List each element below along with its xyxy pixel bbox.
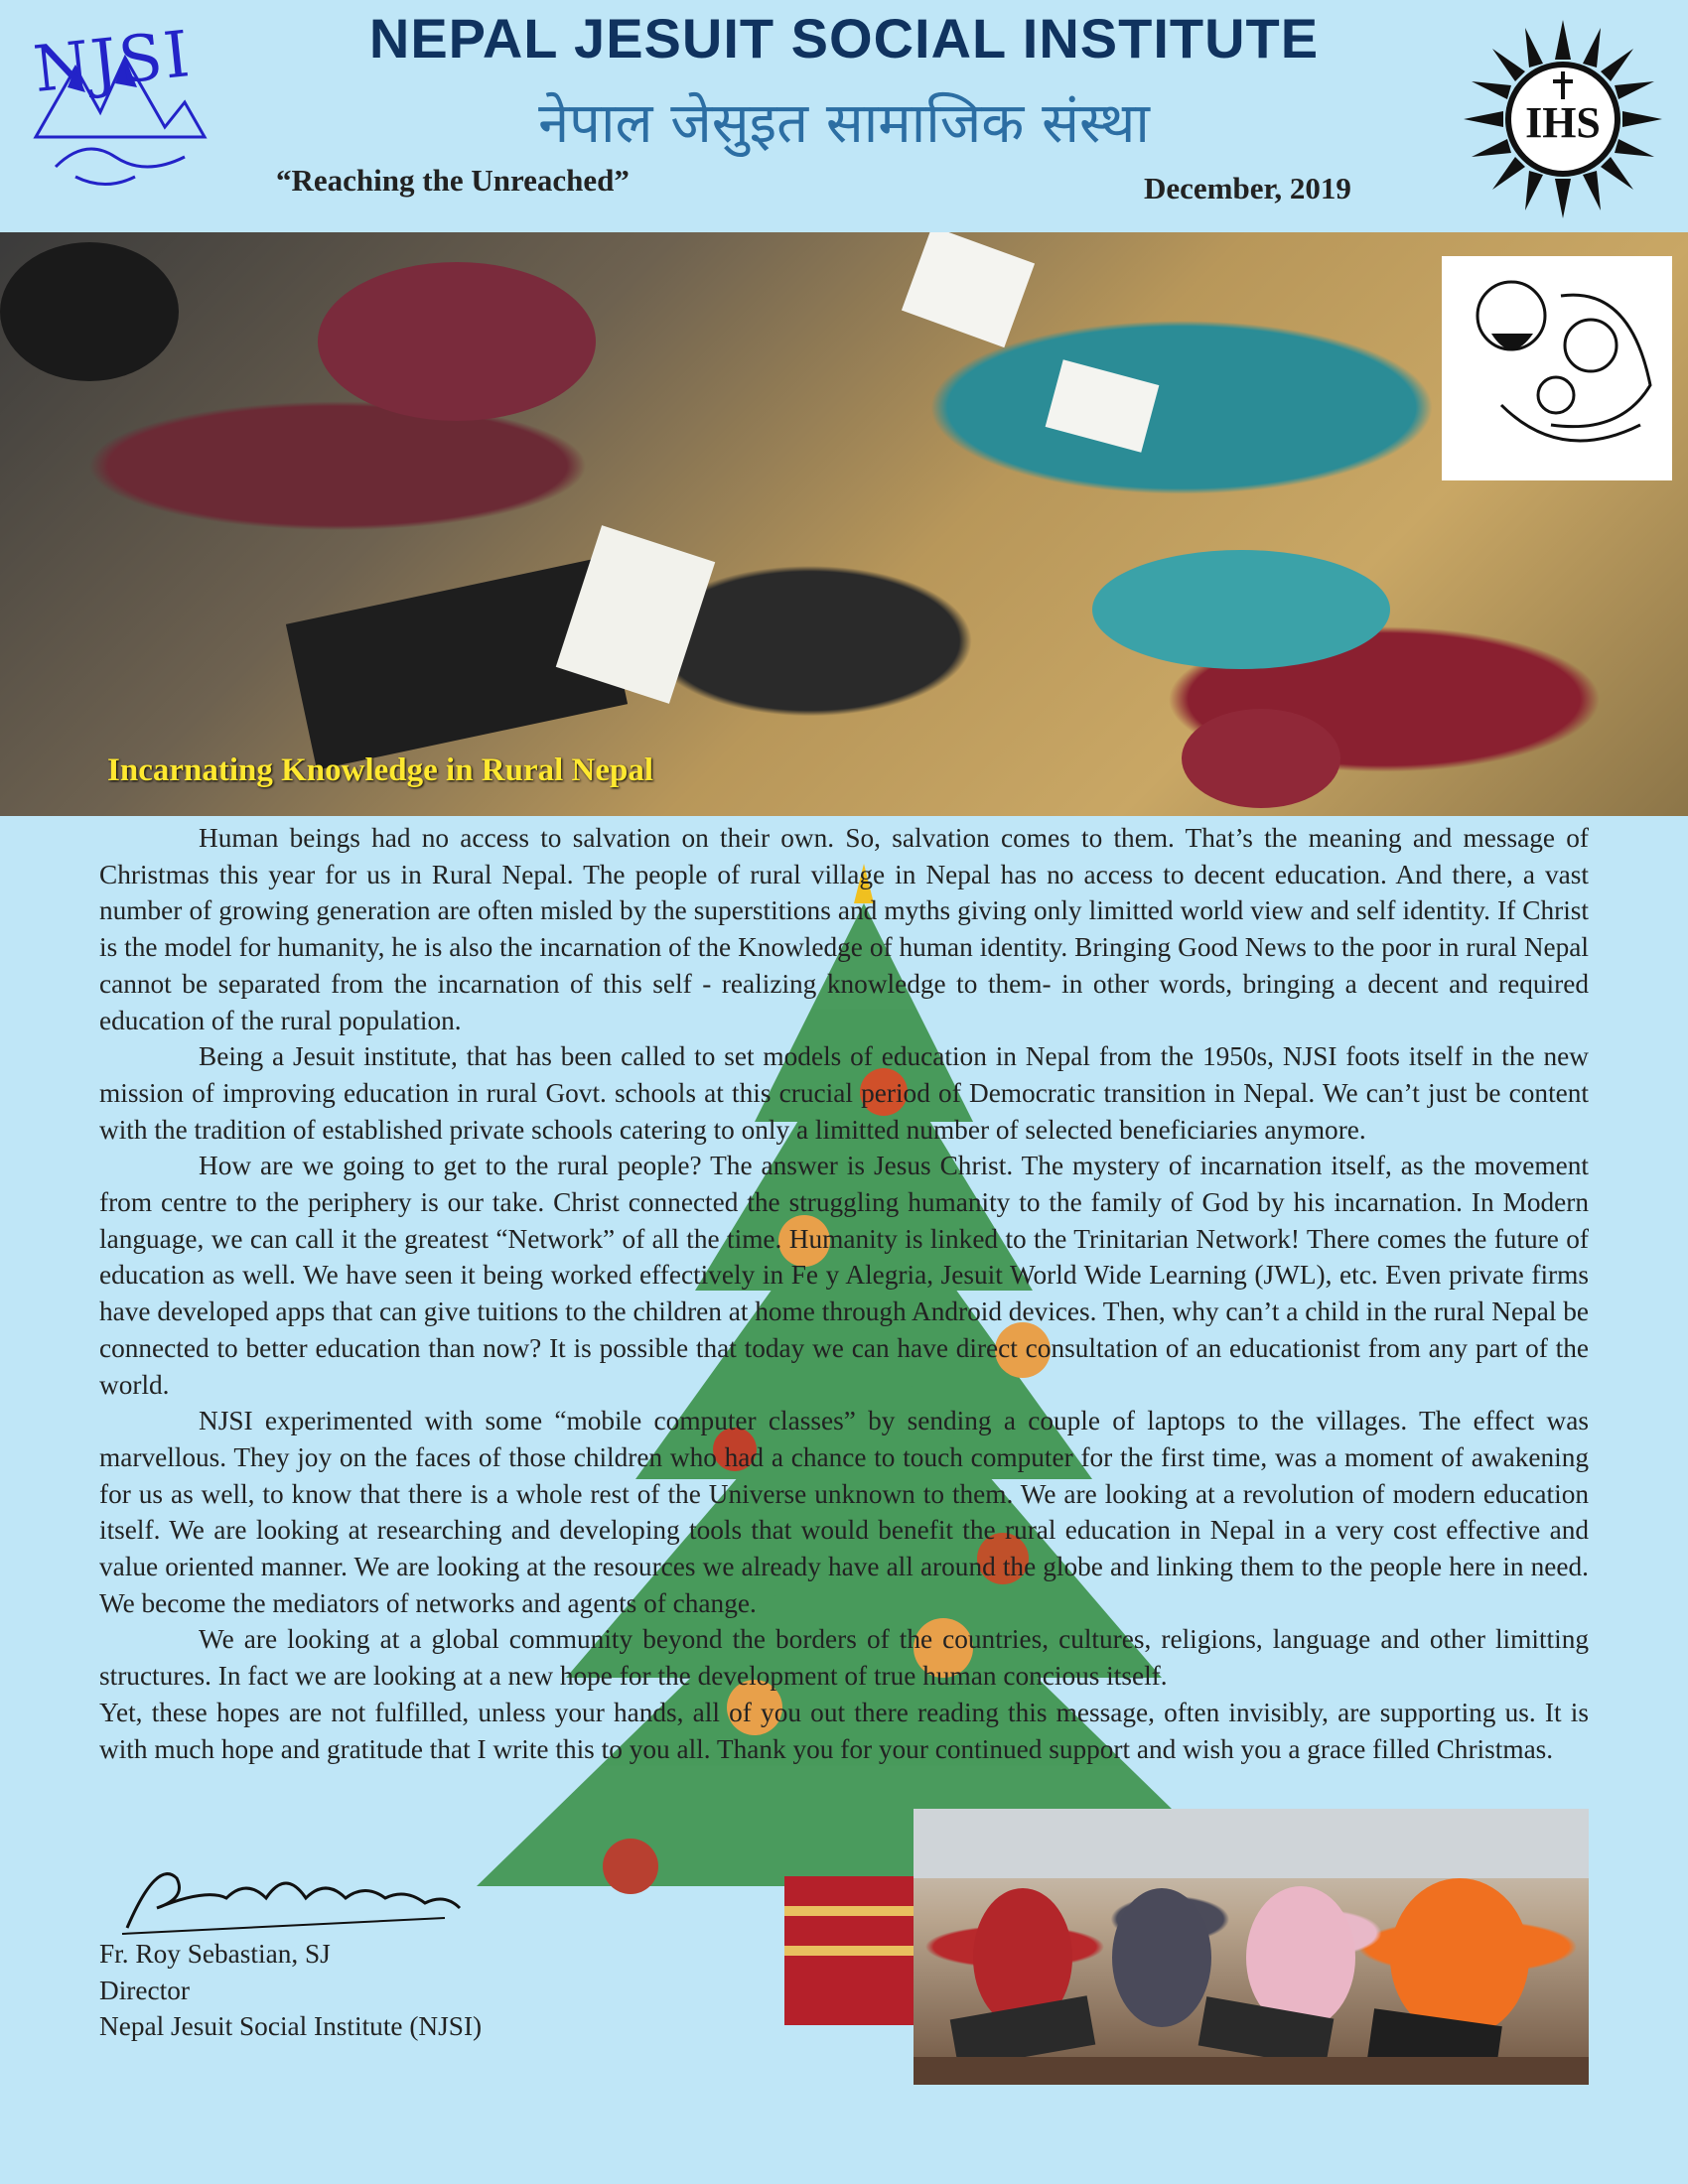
paragraph-1: Human beings had no access to salvation on their own. So, salvation comes to them. That’s the meaning and message of Christmas this year for us in Rural Nepal. The people of rural village in Nepal has no access to decent education. And there, a vast number of growing generation are often misled by the superstitions and myths giving only limitted world view and self identity. If Christ is the model for humanity, he is also the incarnation of the Knowledge of human identity. Bringing Good News to the poor in rural Nepal cannot be separated from the incarnation of this self - realizing knowledge to them- in other words, bringing a decent and required education of the rural population. — [99, 823, 1589, 1035]
signoff-block — [99, 1936, 482, 2045]
holy-family-icon — [1442, 256, 1672, 480]
holy-family-illustration — [1442, 256, 1672, 480]
header — [0, 0, 1688, 232]
paragraph-6: Yet, these hopes are not fulfilled, unless your hands, all of you out there reading this message, often invisibly, are supporting us. It is with much hope and gratitude that I write this to you all. Thank you for your continued support and wish you a grace filled Christmas. — [99, 1697, 1589, 1764]
newsletter-date: December, 2019 — [1144, 171, 1351, 205]
hero-caption: Incarnating Knowledge in Rural Nepal — [107, 752, 654, 788]
hero-photo — [0, 232, 1688, 816]
tagline: “Reaching the Unreached” — [276, 163, 630, 198]
signer-name: Fr. Roy Sebastian, SJ — [99, 1939, 331, 1969]
signer-organization: Nepal Jesuit Social Institute (NJSI) — [99, 2011, 483, 2042]
paragraph-2: Being a Jesuit institute, that has been called to set models of education in Nepal from the 1950s, NJSI foots itself in the new mission of improving education in rural Govt. schools at this crucial period of Democratic transition in Nepal. We can’t just be content with the tradition of established private schools catering to only a limitted number of selected beneficiaries anymore. — [99, 1041, 1589, 1145]
letter-body — [99, 820, 1589, 1767]
njsi-logo — [16, 18, 211, 197]
paragraph-3: How are we going to get to the rural people? The answer is Jesus Christ. The mystery of incarnation itself, as the movement from centre to the periphery is our take. Christ connected the struggling humanity to the family of God by his incarnation. In Modern language, we can call it the greatest “Network” of all the time. Humanity is linked to the Trinitarian Network! There comes the future of education as well. We have seen it being worked effectively in Fe y Alegria, Jesuit World Wide Learning (JWL), etc. Even private firms have developed apps that can give tuitions to the children at home through Android devices. Then, why can’t a child in the rural Nepal be connected to better education than now? It is possible that today we can have direct consultation of an educationist from any part of the world. — [99, 1151, 1589, 1400]
paragraph-5: We are looking at a global community beyond the borders of the countries, cultures, religions, language and other limitting structures. In fact we are looking at a new hope for the development of true human concious itself. — [99, 1624, 1589, 1692]
signer-title: Director — [99, 1975, 190, 2005]
students-laptops-photo — [914, 1809, 1589, 2085]
logo-text: NJSI — [30, 17, 196, 108]
org-name: NEPAL JESUIT SOCIAL INSTITUTE — [368, 7, 1320, 69]
sun-emblem-icon — [1464, 20, 1662, 218]
signature-icon — [117, 1848, 494, 1938]
org-name-nepali: नेपाल जेसुइत सामाजिक संस्था — [538, 91, 1150, 156]
ihs-text: IHS — [1525, 98, 1601, 147]
ihs-emblem — [1464, 20, 1662, 218]
handwritten-signature — [117, 1848, 494, 1938]
paragraph-4: NJSI experimented with some “mobile computer classes” by sending a couple of laptops to the villages. The effect was marvellous. They joy on the faces of those children who had a chance to touch computer for the first time, was a moment of awakening for us as well, to know that there is a whole rest of the Universe unknown to them. We are looking at a revolution of modern education itself. We are looking at researching and developing tools that would benefit the rural education in Nepal in a very cost effective and value oriented manner. We are looking at the resources we already have all around the globe and linking them to the people here in need. We become the mediators of networks and agents of change. — [99, 1406, 1589, 1618]
children-laptop-photo-icon — [0, 232, 1688, 816]
students-with-laptops-icon — [914, 1809, 1589, 2085]
